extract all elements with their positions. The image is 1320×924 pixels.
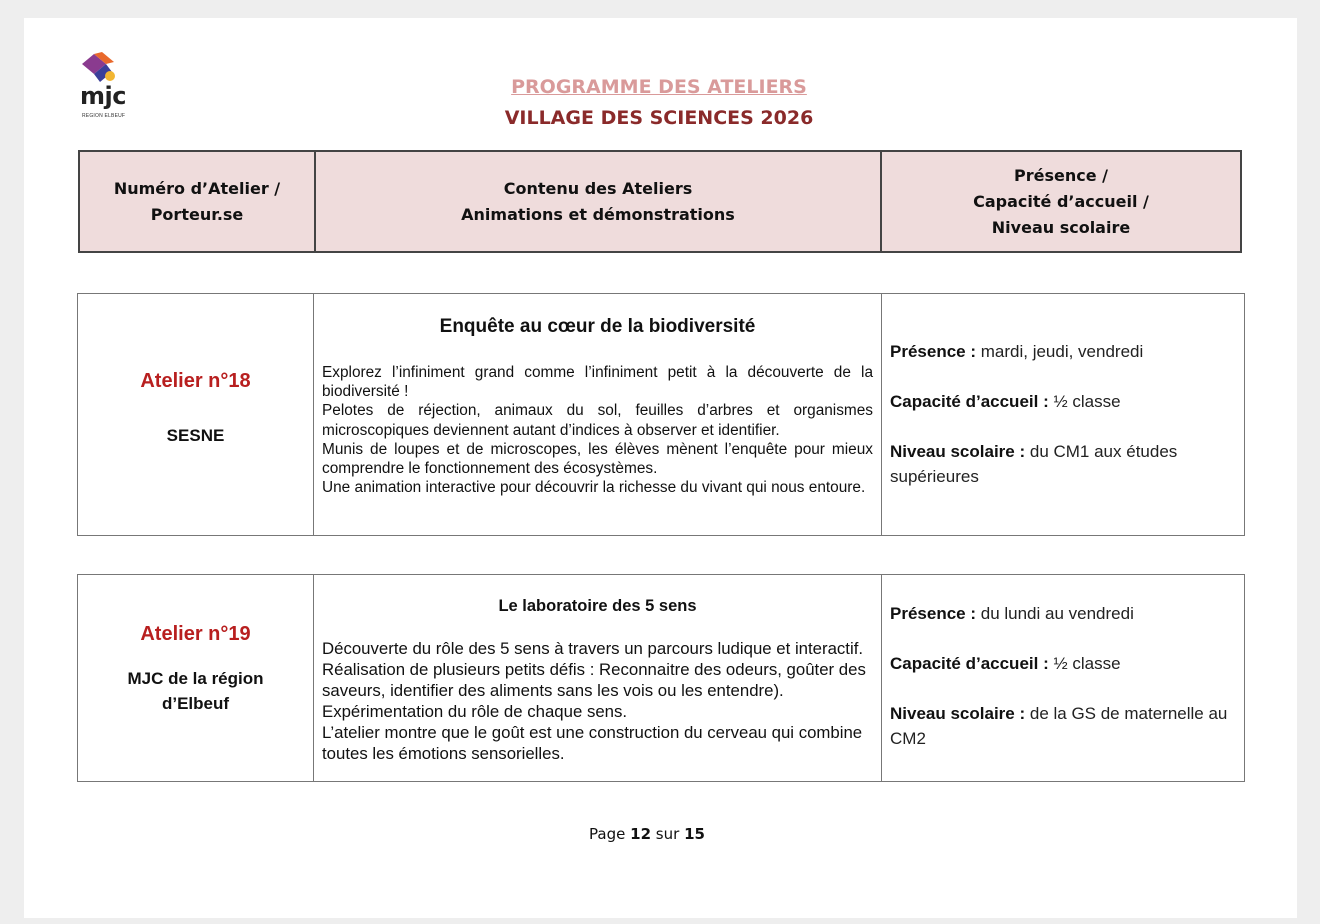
presence-label: Présence : xyxy=(890,342,976,361)
header-cell-presence xyxy=(880,152,1240,251)
niveau-row xyxy=(890,701,1236,751)
page-footer xyxy=(24,825,1270,843)
niveau-value: de la GS de maternelle au CM2 xyxy=(890,704,1228,748)
atelier-info-cell xyxy=(881,294,1244,535)
logo-text: mjc xyxy=(80,82,126,110)
capacite-label: Capacité d’accueil : xyxy=(890,654,1049,673)
niveau-value: du CM1 aux études supérieures xyxy=(890,442,1178,486)
atelier-description xyxy=(322,638,873,764)
column-header-table xyxy=(78,150,1242,253)
atelier-porteur xyxy=(167,423,225,448)
header-text: Contenu des Ateliers xyxy=(503,178,693,198)
header-text: Porteur.se xyxy=(150,204,244,224)
capacite-label: Capacité d’accueil : xyxy=(890,392,1049,411)
header-cell-atelier xyxy=(80,152,314,251)
presence-label: Présence : xyxy=(890,604,976,623)
atelier-title: Enquête au cœur de la biodiversité xyxy=(439,316,756,337)
description-paragraph: L’atelier montre que le goût est une construction du cerveau qui combine toutes les émotions sensorielles. xyxy=(322,723,863,763)
atelier-table-18 xyxy=(77,293,1245,536)
header-text: Niveau scolaire xyxy=(991,217,1131,237)
header-cell-contenu xyxy=(314,152,880,251)
description-paragraph: Une animation interactive pour découvrir la richesse du vivant qui nous entoure. xyxy=(322,479,866,497)
description-paragraph: Pelotes de réjection, animaux du sol, feuilles d’arbres et organismes microscopiques deviennent autant d’indices à observer et identifier. xyxy=(322,402,873,439)
atelier-table-19 xyxy=(77,574,1245,782)
description-paragraph: Découverte du rôle des 5 sens à travers un parcours ludique et interactif. Réalisation de plusieurs petits défis : Reconnaitre des odeurs, goûter des saveurs, identifier des aliments sans les vois ou les entendre). Expérimentation du rôle de chaque sens. xyxy=(322,639,866,721)
capacite-value: ½ classe xyxy=(1053,392,1121,411)
header-text: Animations et démonstrations xyxy=(461,204,735,224)
porteur-line: SESNE xyxy=(166,425,225,445)
atelier-content-cell xyxy=(313,575,881,781)
total-pages-number: 15 xyxy=(684,825,705,843)
page-word: Page xyxy=(589,825,626,843)
niveau-label: Niveau scolaire : xyxy=(890,704,1026,723)
porteur-line: d’Elbeuf xyxy=(161,693,230,713)
header-text: Présence / xyxy=(1014,165,1108,185)
capacite-value: ½ classe xyxy=(1053,654,1121,673)
presence-row xyxy=(890,339,1236,364)
presence-value: mardi, jeudi, vendredi xyxy=(980,342,1144,361)
presence-row xyxy=(890,601,1236,626)
current-page-number: 12 xyxy=(630,825,652,843)
niveau-row xyxy=(890,439,1236,489)
header-text: Numéro d’Atelier / xyxy=(113,178,281,198)
atelier-info-cell xyxy=(881,575,1244,781)
atelier-number: Atelier n°18 xyxy=(140,369,251,392)
atelier-id-cell xyxy=(78,294,313,535)
page-separator: sur xyxy=(655,825,680,843)
atelier-title: Le laboratoire des 5 sens xyxy=(498,597,697,615)
atelier-content-cell xyxy=(313,294,881,535)
document-subtitle: VILLAGE DES SCIENCES 2026 xyxy=(504,107,814,129)
atelier-id-cell xyxy=(78,575,313,781)
capacite-row xyxy=(890,651,1236,676)
document-title: PROGRAMME DES ATELIERS xyxy=(511,76,807,98)
atelier-description xyxy=(322,363,873,497)
description-paragraph: Munis de loupes et de microscopes, les élèves mènent l’enquête pour mieux comprendre le fonctionnement des écosystèmes. xyxy=(322,440,873,478)
logo-subtext: REGION ELBEUF xyxy=(82,113,126,119)
presence-value: du lundi au vendredi xyxy=(980,604,1134,623)
description-paragraph: Explorez l’infiniment grand comme l’infiniment petit à la découverte de la biodiversité ! xyxy=(322,364,873,401)
porteur-line: MJC de la région xyxy=(127,668,264,688)
atelier-number: Atelier n°19 xyxy=(140,622,251,645)
document-page xyxy=(24,18,1297,918)
header-text: Capacité d’accueil / xyxy=(973,191,1149,211)
niveau-label: Niveau scolaire : xyxy=(890,442,1026,461)
capacite-row xyxy=(890,389,1236,414)
atelier-porteur xyxy=(127,666,263,716)
